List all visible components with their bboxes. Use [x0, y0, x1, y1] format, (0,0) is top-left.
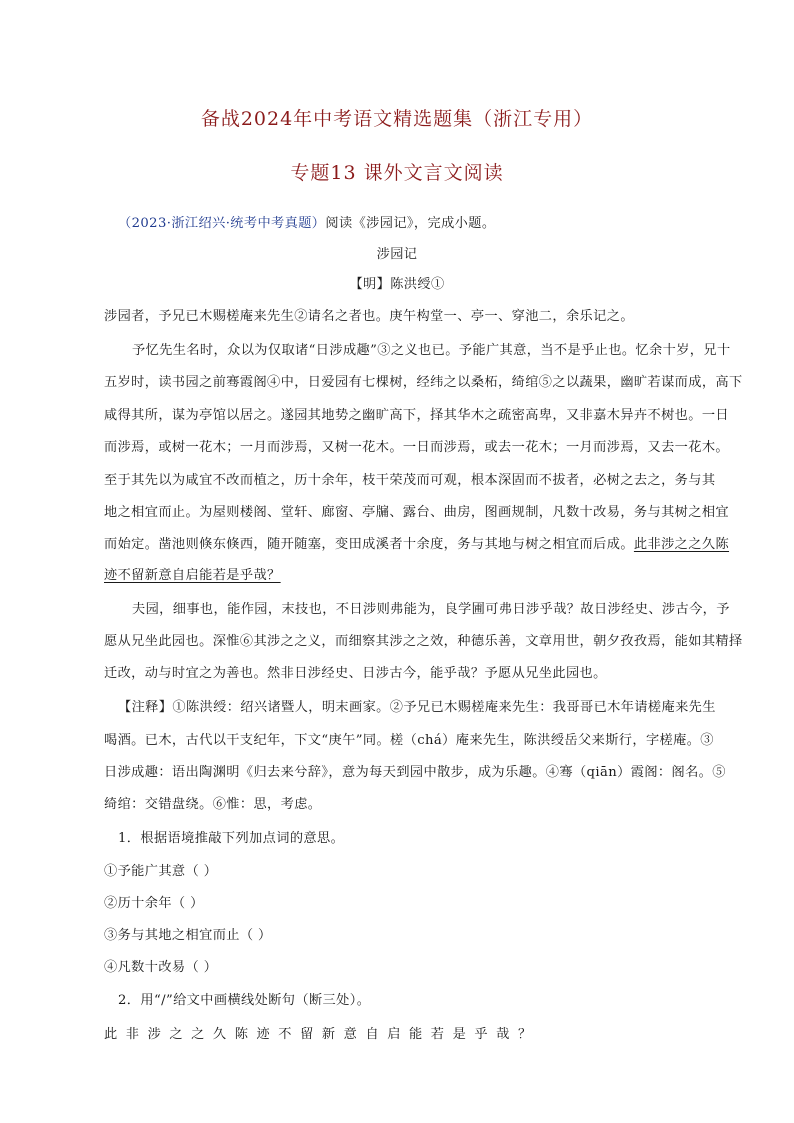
underlined-sentence-start: 此非涉之之久陈: [633, 537, 730, 552]
notes-text: ①陈洪绶：绍兴诸暨人，明末画家。②予兄已木赐槎庵来先生：我哥哥已木年请槎庵来先生: [172, 700, 716, 715]
question-intro: [118, 212, 738, 231]
notes-label: 【注释】: [118, 700, 173, 715]
question-2-text: 此非涉之之久陈迹不留新意自启能若是乎哉？: [104, 1027, 540, 1042]
notes-line: [118, 696, 738, 715]
notes-line: 绮绾：交错盘绕。⑥惟：思，考虑。: [104, 797, 322, 812]
passage-author: 【明】陈洪绶①: [349, 277, 445, 292]
question-instruction: 阅读《涉园记》，完成小题。: [325, 216, 496, 231]
underlined-sentence-end: 迹不留新意自启能若是乎哉？: [104, 568, 281, 583]
question-2: 2．用“/”给文中画横线处断句（断三处）。: [118, 993, 371, 1008]
question-1: 1．根据语境推敲下列加点词的意思。: [118, 831, 345, 846]
question-1-item: ③务与其地之相宜而止（ ）: [104, 928, 272, 943]
notes-line: 喝酒。已木，古代以干支纪年，下文“庚午”同。槎（chá）庵来先生，陈洪绶岳父来斯行，字槎庵。③: [104, 733, 714, 748]
passage-line: 迁改，动与时宜之为善也。然非日涉经史、日涉古今，能乎哉？予愿从兄坐此园也。: [104, 666, 607, 681]
document-subtitle: 专题13 课外文言文阅读: [290, 162, 504, 184]
passage-line: 而涉焉，或树一花木；一月而涉焉，又树一花木。一日而涉焉，或去一花木；一月而涉焉，又去一花木。: [104, 440, 730, 455]
passage-line: 五岁时，读书园之前骞霞阁④中，日爱园有七棵树，经纬之以桑柘，绮绾⑤之以蔬果，幽旷若谋而成，高下: [104, 375, 743, 390]
passage-line: 而始定。凿池则倏东倏西，随开随塞，变田成溪者十余度，务与其地与树之相宜而后成。: [104, 537, 634, 552]
passage-line: 愿从兄坐此园也。深惟⑥其涉之之义，而细察其涉之之效，种德乐善，文章用世，朝夕孜孜焉，能如其精择: [104, 634, 743, 649]
passage-title: 涉园记: [376, 247, 418, 262]
question-1-item: ②历十余年（ ）: [104, 896, 204, 911]
question-1-item: ④凡数十改易（ ）: [104, 960, 218, 975]
passage-line-with-underline: [104, 533, 730, 552]
document-title: 备战2024年中考语文精选题集（浙江专用）: [200, 108, 594, 130]
passage-line: 咸得其所，谋为亭馆以居之。遂园其地势之幽旷高下，择其华木之疏密高卑，又非嘉木异卉不树也。一日: [104, 408, 730, 423]
passage-line: 予忆先生名时，众以为仅取诸“日涉成趣”③之义也已。予能广其意，当不是乎止也。忆余十岁，兄十: [132, 343, 731, 358]
passage-line: 夫园，细事也，能作园，末技也，不日涉则弗能为，良学圃可弗日涉乎哉？故日涉经史、涉古今，予: [132, 602, 730, 617]
notes-line: 日涉成趣：语出陶渊明《归去来兮辞》，意为每天到园中散步，成为乐趣。④骞（qiān）霞阁：阁名。⑤: [104, 765, 726, 780]
passage-line: 涉园者，予兄已木赐槎庵来先生②请名之者也。庚午构堂一、亭一、穿池二，余乐记之。: [104, 309, 634, 324]
passage-line: 至于其先以为咸宜不改而植之，历十余年，枝干荣茂而可观，根本深固而不拔者，必树之去之，务与其: [104, 473, 716, 488]
question-1-item: ①予能广其意（ ）: [104, 864, 218, 879]
passage-line: 地之相宜而止。为屋则楼阁、堂轩、廊窗、亭牖、露台、曲房，图画规制，凡数十改易，务与其树之相宜: [104, 505, 730, 520]
question-source: （2023·浙江绍兴·统考中考真题）: [118, 216, 326, 231]
